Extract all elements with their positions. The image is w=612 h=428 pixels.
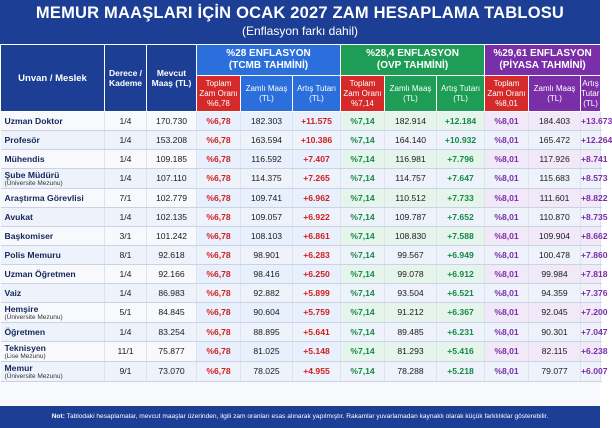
col-header-mevcut: Mevcut Maaş (TL) <box>147 45 197 112</box>
cell-derece: 5/1 <box>105 303 147 323</box>
cell-zamli-maas: 91.212 <box>385 303 437 323</box>
col-header-artis: Artış Tutarı (TL) <box>437 76 485 112</box>
cell-oran: %6,78 <box>197 342 241 362</box>
cell-unvan <box>1 303 105 323</box>
cell-zamli-maas: 92.045 <box>529 303 581 323</box>
cell-zamli-maas: 94.359 <box>529 284 581 303</box>
col-header-oran: Toplam Zam Oranı %7,14 <box>341 76 385 112</box>
cell-oran: %8,01 <box>485 208 529 227</box>
cell-oran: %6,78 <box>197 150 241 169</box>
cell-oran: %8,01 <box>485 246 529 265</box>
cell-artis: +8.822 <box>581 189 601 208</box>
cell-oran: %8,01 <box>485 342 529 362</box>
cell-derece: 1/4 <box>105 169 147 189</box>
cell-zamli-maas: 89.485 <box>385 323 437 342</box>
cell-zamli-maas: 78.025 <box>241 362 293 382</box>
cell-artis: +6.922 <box>293 208 341 227</box>
cell-mevcut: 73.070 <box>147 362 197 382</box>
row-title: Vaiz <box>4 288 22 298</box>
cell-zamli-maas: 81.293 <box>385 342 437 362</box>
cell-unvan <box>1 150 105 169</box>
cell-derece: 1/4 <box>105 112 147 131</box>
cell-zamli-maas: 114.757 <box>385 169 437 189</box>
cell-artis: +5.416 <box>437 342 485 362</box>
cell-artis: +7.796 <box>437 150 485 169</box>
cell-zamli-maas: 99.567 <box>385 246 437 265</box>
table-row <box>1 131 601 150</box>
cell-zamli-maas: 93.504 <box>385 284 437 303</box>
cell-unvan <box>1 284 105 303</box>
row-title: Avukat <box>4 212 33 222</box>
cell-oran: %7,14 <box>341 342 385 362</box>
cell-zamli-maas: 110.870 <box>529 208 581 227</box>
table-row <box>1 150 601 169</box>
cell-zamli-maas: 163.594 <box>241 131 293 150</box>
group-header-tcmb <box>197 45 341 76</box>
cell-mevcut: 83.254 <box>147 323 197 342</box>
col-header-unvan: Unvan / Meslek <box>1 45 105 112</box>
cell-artis: +7.200 <box>581 303 601 323</box>
cell-oran: %8,01 <box>485 265 529 284</box>
footnote-label: Not: <box>51 413 65 420</box>
cell-unvan <box>1 227 105 246</box>
cell-unvan <box>1 265 105 284</box>
cell-unvan <box>1 246 105 265</box>
cell-unvan <box>1 189 105 208</box>
cell-zamli-maas: 81.025 <box>241 342 293 362</box>
cell-artis: +7.818 <box>581 265 601 284</box>
table-row <box>1 342 601 362</box>
group-title: %28,4 ENFLASYON <box>366 48 459 59</box>
cell-artis: +6.521 <box>437 284 485 303</box>
cell-artis: +8.662 <box>581 227 601 246</box>
cell-mevcut: 75.877 <box>147 342 197 362</box>
cell-oran: %6,78 <box>197 362 241 382</box>
cell-oran: %7,14 <box>341 112 385 131</box>
cell-zamli-maas: 115.683 <box>529 169 581 189</box>
row-title: Teknisyen <box>4 342 46 353</box>
cell-oran: %8,01 <box>485 189 529 208</box>
row-title: Hemşire <box>4 303 39 314</box>
cell-artis: +6.238 <box>581 342 601 362</box>
cell-artis: +7.652 <box>437 208 485 227</box>
cell-oran: %7,14 <box>341 131 385 150</box>
cell-oran: %7,14 <box>341 227 385 246</box>
cell-artis: +7.733 <box>437 189 485 208</box>
cell-oran: %8,01 <box>485 112 529 131</box>
cell-unvan <box>1 131 105 150</box>
row-title: Polis Memuru <box>4 250 61 260</box>
cell-oran: %8,01 <box>485 303 529 323</box>
cell-artis: +4.955 <box>293 362 341 382</box>
cell-oran: %6,78 <box>197 227 241 246</box>
cell-artis: +6.861 <box>293 227 341 246</box>
cell-zamli-maas: 182.303 <box>241 112 293 131</box>
cell-artis: +12.184 <box>437 112 485 131</box>
cell-unvan <box>1 169 105 189</box>
cell-zamli-maas: 98.901 <box>241 246 293 265</box>
cell-derece: 1/4 <box>105 284 147 303</box>
cell-artis: +13.673 <box>581 112 601 131</box>
cell-artis: +8.741 <box>581 150 601 169</box>
cell-mevcut: 101.242 <box>147 227 197 246</box>
cell-mevcut: 84.845 <box>147 303 197 323</box>
row-title: Araştırma Görevlisi <box>4 193 84 203</box>
group-subtitle: (OVP TAHMİNİ) <box>376 60 449 71</box>
col-header-maas: Zamlı Maaş (TL) <box>385 76 437 112</box>
cell-oran: %6,78 <box>197 265 241 284</box>
cell-oran: %6,78 <box>197 246 241 265</box>
cell-oran: %7,14 <box>341 169 385 189</box>
cell-artis: +11.575 <box>293 112 341 131</box>
cell-unvan <box>1 362 105 382</box>
col-header-artis: Artış Tutarı (TL) <box>293 76 341 112</box>
cell-zamli-maas: 164.140 <box>385 131 437 150</box>
cell-oran: %6,78 <box>197 189 241 208</box>
cell-oran: %6,78 <box>197 169 241 189</box>
cell-derece: 11/1 <box>105 342 147 362</box>
cell-artis: +12.264 <box>581 131 601 150</box>
cell-mevcut: 153.208 <box>147 131 197 150</box>
cell-zamli-maas: 88.895 <box>241 323 293 342</box>
cell-artis: +7.647 <box>437 169 485 189</box>
table-row <box>1 246 601 265</box>
row-title: Uzman Öğretmen <box>4 269 76 279</box>
table-body <box>1 112 612 382</box>
cell-derece: 8/1 <box>105 246 147 265</box>
cell-artis: +5.218 <box>437 362 485 382</box>
table-row <box>1 284 601 303</box>
title-bar <box>0 0 600 44</box>
cell-unvan <box>1 208 105 227</box>
cell-zamli-maas: 165.472 <box>529 131 581 150</box>
cell-artis: +10.932 <box>437 131 485 150</box>
group-header-piyasa <box>485 45 601 76</box>
cell-zamli-maas: 99.078 <box>385 265 437 284</box>
cell-oran: %7,14 <box>341 246 385 265</box>
cell-oran: %7,14 <box>341 323 385 342</box>
page-subtitle: (Enflasyon farkı dahil) <box>241 24 359 38</box>
cell-oran: %8,01 <box>485 362 529 382</box>
cell-derece: 7/1 <box>105 189 147 208</box>
row-note: (Üniversite Mezunu) <box>4 372 63 380</box>
cell-zamli-maas: 109.057 <box>241 208 293 227</box>
cell-oran: %6,78 <box>197 323 241 342</box>
cell-zamli-maas: 117.926 <box>529 150 581 169</box>
cell-artis: +6.367 <box>437 303 485 323</box>
cell-zamli-maas: 109.741 <box>241 189 293 208</box>
cell-artis: +6.007 <box>581 362 601 382</box>
table-row <box>1 362 601 382</box>
row-title: Şube Müdürü <box>4 169 60 180</box>
cell-oran: %6,78 <box>197 131 241 150</box>
cell-mevcut: 107.110 <box>147 169 197 189</box>
cell-artis: +7.860 <box>581 246 601 265</box>
cell-zamli-maas: 182.914 <box>385 112 437 131</box>
cell-unvan <box>1 112 105 131</box>
cell-artis: +7.588 <box>437 227 485 246</box>
cell-zamli-maas: 99.984 <box>529 265 581 284</box>
cell-oran: %8,01 <box>485 131 529 150</box>
cell-oran: %6,78 <box>197 112 241 131</box>
cell-mevcut: 92.166 <box>147 265 197 284</box>
table-row <box>1 189 601 208</box>
cell-derece: 1/4 <box>105 323 147 342</box>
salary-table <box>0 44 612 382</box>
cell-oran: %7,14 <box>341 189 385 208</box>
cell-mevcut: 102.779 <box>147 189 197 208</box>
row-title: Başkomiser <box>4 231 54 241</box>
cell-zamli-maas: 114.375 <box>241 169 293 189</box>
cell-zamli-maas: 82.115 <box>529 342 581 362</box>
cell-artis: +6.250 <box>293 265 341 284</box>
table-row <box>1 208 601 227</box>
cell-oran: %8,01 <box>485 284 529 303</box>
cell-artis: +5.759 <box>293 303 341 323</box>
cell-oran: %8,01 <box>485 323 529 342</box>
cell-artis: +6.912 <box>437 265 485 284</box>
cell-zamli-maas: 108.103 <box>241 227 293 246</box>
table-row <box>1 265 601 284</box>
group-subtitle: (PİYASA TAHMİNİ) <box>499 60 586 71</box>
group-subtitle: (TCMB TAHMİNİ) <box>228 60 309 71</box>
cell-zamli-maas: 116.981 <box>385 150 437 169</box>
cell-zamli-maas: 184.403 <box>529 112 581 131</box>
cell-artis: +7.376 <box>581 284 601 303</box>
cell-artis: +8.735 <box>581 208 601 227</box>
cell-zamli-maas: 92.882 <box>241 284 293 303</box>
cell-derece: 3/1 <box>105 227 147 246</box>
table-row <box>1 227 601 246</box>
row-title: Mühendis <box>4 154 45 164</box>
cell-artis: +7.047 <box>581 323 601 342</box>
row-title: Memur <box>4 362 33 373</box>
cell-zamli-maas: 108.830 <box>385 227 437 246</box>
cell-artis: +6.283 <box>293 246 341 265</box>
group-title: %29,61 ENFLASYON <box>493 48 592 59</box>
row-title: Profesör <box>4 135 40 145</box>
col-header-maas: Zamlı Maaş (TL) <box>529 76 581 112</box>
cell-artis: +8.573 <box>581 169 601 189</box>
col-header-oran: Toplam Zam Oranı %8,01 <box>485 76 529 112</box>
cell-mevcut: 86.983 <box>147 284 197 303</box>
cell-zamli-maas: 116.592 <box>241 150 293 169</box>
cell-oran: %7,14 <box>341 284 385 303</box>
cell-artis: +7.407 <box>293 150 341 169</box>
page-title: MEMUR MAAŞLARI İÇİN OCAK 2027 ZAM HESAPLAMA TABLOSU <box>35 4 565 22</box>
cell-zamli-maas: 78.288 <box>385 362 437 382</box>
row-title: Öğretmen <box>4 327 46 337</box>
cell-zamli-maas: 90.604 <box>241 303 293 323</box>
cell-artis: +5.641 <box>293 323 341 342</box>
cell-oran: %7,14 <box>341 362 385 382</box>
cell-zamli-maas: 100.478 <box>529 246 581 265</box>
cell-zamli-maas: 109.904 <box>529 227 581 246</box>
cell-oran: %7,14 <box>341 208 385 227</box>
cell-derece: 1/4 <box>105 208 147 227</box>
cell-artis: +6.949 <box>437 246 485 265</box>
group-title: %28 ENFLASYON <box>226 48 311 59</box>
cell-oran: %8,01 <box>485 227 529 246</box>
cell-derece: 1/4 <box>105 265 147 284</box>
footnote <box>0 406 600 428</box>
cell-oran: %7,14 <box>341 303 385 323</box>
cell-mevcut: 102.135 <box>147 208 197 227</box>
col-header-oran: Toplam Zam Oranı %6,78 <box>197 76 241 112</box>
cell-derece: 1/4 <box>105 150 147 169</box>
table-row <box>1 323 601 342</box>
cell-oran: %7,14 <box>341 265 385 284</box>
row-note: (Üniversite Mezunu) <box>4 313 63 321</box>
row-note: (Lise Mezunu) <box>4 352 46 360</box>
cell-zamli-maas: 111.601 <box>529 189 581 208</box>
cell-oran: %8,01 <box>485 169 529 189</box>
cell-mevcut: 92.618 <box>147 246 197 265</box>
cell-oran: %6,78 <box>197 284 241 303</box>
cell-derece: 1/4 <box>105 131 147 150</box>
footnote-text: Tablodaki hesaplamalar, mevcut maaşlar üzerinden, ilgili zam oranları esas alınarak yapılmıştır. Rakamlar yuvarlamadan kaynaklı olarak küçük farklılıklar gösterebilir. <box>66 413 549 420</box>
cell-unvan <box>1 323 105 342</box>
row-title: Uzman Doktor <box>4 116 63 126</box>
table-header <box>1 45 601 112</box>
cell-mevcut: 170.730 <box>147 112 197 131</box>
cell-artis: +10.386 <box>293 131 341 150</box>
cell-unvan <box>1 342 105 362</box>
cell-zamli-maas: 98.416 <box>241 265 293 284</box>
table-row <box>1 303 601 323</box>
cell-oran: %7,14 <box>341 150 385 169</box>
row-note: (Üniversite Mezunu) <box>4 179 63 187</box>
cell-derece: 9/1 <box>105 362 147 382</box>
col-header-artis: Artış Tutarı (TL) <box>581 76 601 112</box>
cell-zamli-maas: 109.787 <box>385 208 437 227</box>
cell-artis: +5.148 <box>293 342 341 362</box>
cell-artis: +7.265 <box>293 169 341 189</box>
cell-oran: %6,78 <box>197 303 241 323</box>
col-header-maas: Zamlı Maaş (TL) <box>241 76 293 112</box>
cell-zamli-maas: 110.512 <box>385 189 437 208</box>
cell-zamli-maas: 79.077 <box>529 362 581 382</box>
cell-mevcut: 109.185 <box>147 150 197 169</box>
cell-artis: +6.962 <box>293 189 341 208</box>
cell-oran: %8,01 <box>485 150 529 169</box>
table-row <box>1 169 601 189</box>
table-row <box>1 112 601 131</box>
cell-zamli-maas: 90.301 <box>529 323 581 342</box>
col-header-derece: Derece / Kademe <box>105 45 147 112</box>
cell-artis: +5.899 <box>293 284 341 303</box>
cell-artis: +6.231 <box>437 323 485 342</box>
group-header-ovp <box>341 45 485 76</box>
cell-oran: %6,78 <box>197 208 241 227</box>
